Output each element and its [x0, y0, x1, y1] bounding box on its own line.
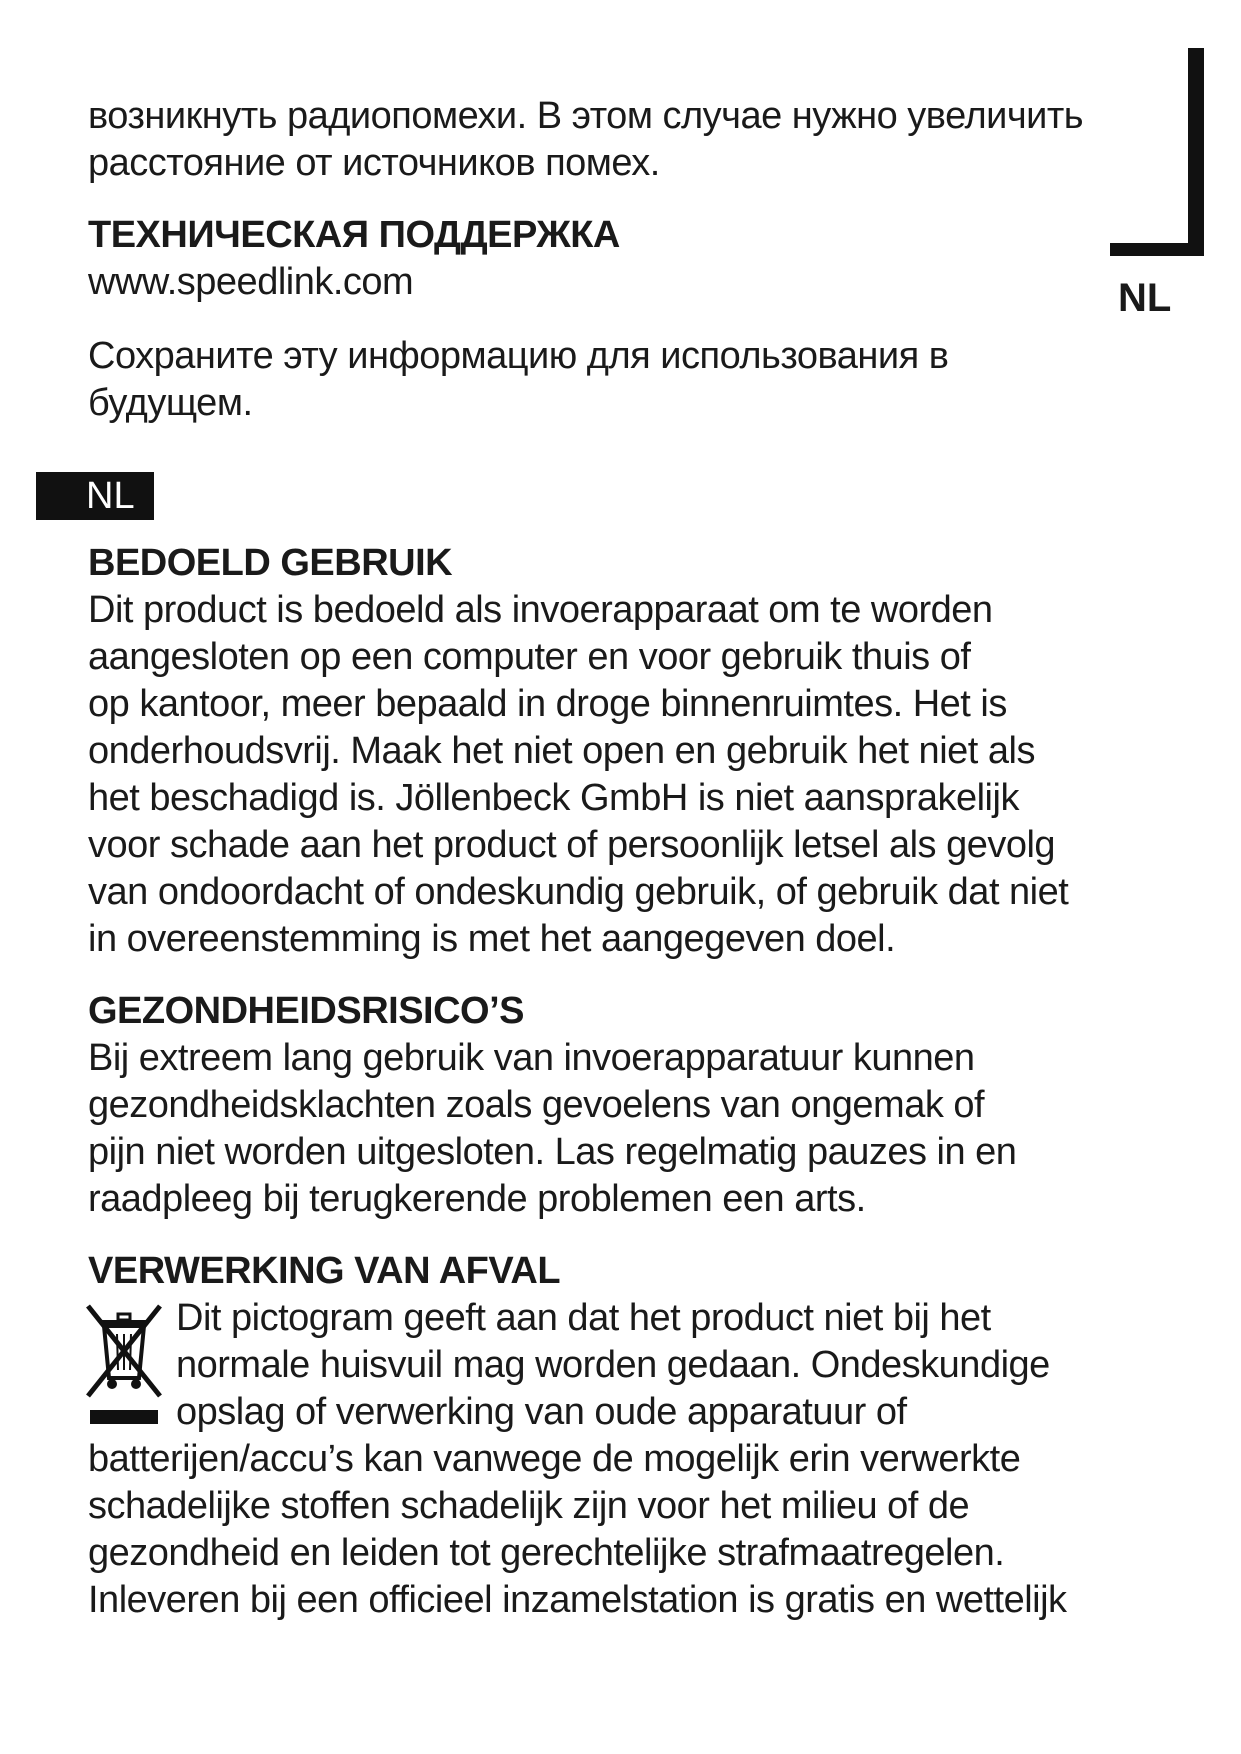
corner-language-label: NL [1118, 276, 1172, 320]
crossed-out-wheelie-bin-icon [84, 1300, 164, 1430]
intended-use-paragraph [88, 587, 1088, 963]
intended-use-line: op kantoor, meer bepaald in droge binnenruimtes. Het is [88, 683, 1007, 725]
save-info-paragraph [88, 333, 1088, 427]
corner-mark-horizontal [1110, 243, 1204, 256]
intro-paragraph [88, 93, 1088, 187]
corner-tab-mark [1110, 48, 1204, 256]
intro-line: возникнуть радиопомехи. В этом случае нужно увеличить [88, 95, 1084, 137]
health-line: Bij extreem lang gebruik van invoerapparatuur kunnen [88, 1037, 975, 1079]
disposal-icon-line: normale huisvuil mag worden gedaan. Ondeskundige [176, 1344, 1050, 1386]
support-url [88, 259, 1088, 306]
disposal-line: schadelijke stoffen schadelijk zijn voor het milieu of de [88, 1485, 970, 1527]
intended-use-line: het beschadigd is. Jöllenbeck GmbH is niet aansprakelijk [88, 777, 1019, 819]
intended-use-line: voor schade aan het product of persoonlijk letsel als gevolg [88, 824, 1056, 866]
health-line: gezondheidsklachten zoals gevoelens van ongemak of [88, 1084, 985, 1126]
intended-use-line: Dit product is bedoeld als invoerapparaat om te worden [88, 589, 993, 631]
health-heading: GEZONDHEIDSRISICO’S [88, 990, 524, 1032]
corner-mark-vertical [1188, 48, 1204, 256]
save-info-line: будущем. [88, 382, 253, 424]
disposal-line: batterijen/accu’s kan vanwege de mogelijk erin verwerkte [88, 1438, 1021, 1480]
support-heading: ТЕХНИЧЕСКАЯ ПОДДЕРЖКА [88, 214, 620, 256]
disposal-line: gezondheid en leiden tot gerechtelijke strafmaatregelen. [88, 1532, 1005, 1574]
disposal-heading: VERWERKING VAN AFVAL [88, 1250, 561, 1292]
intended-use-line: van ondoordacht of ondeskundig gebruik, of gebruik dat niet [88, 871, 1069, 913]
intended-use-line: aangesloten op een computer en voor gebruik thuis of [88, 636, 971, 678]
save-info-line: Сохраните эту информацию для использования в [88, 335, 949, 377]
disposal-line: Inleveren bij een officieel inzamelstation is gratis en wettelijk [88, 1579, 1067, 1621]
intended-use-line: in overeenstemming is met het aangegeven doel. [88, 918, 896, 960]
intro-line: расстояние от источников помех. [88, 142, 660, 184]
health-paragraph [88, 1035, 1088, 1223]
health-line: raadpleeg bij terugkerende problemen een arts. [88, 1178, 866, 1220]
support-url-text: www.speedlink.com [88, 261, 414, 303]
language-section-tab: NL [36, 472, 154, 520]
disposal-paragraph [88, 1436, 1088, 1624]
disposal-icon-paragraph [176, 1295, 1076, 1436]
intended-use-heading: BEDOELD GEBRUIK [88, 542, 453, 584]
intended-use-line: onderhoudsvrij. Maak het niet open en gebruik het niet als [88, 730, 1035, 772]
disposal-icon-line: Dit pictogram geeft aan dat het product niet bij het [176, 1297, 991, 1339]
disposal-icon-line: opslag of verwerking van oude apparatuur of [176, 1391, 907, 1433]
health-line: pijn niet worden uitgesloten. Las regelmatig pauzes in en [88, 1131, 1017, 1173]
